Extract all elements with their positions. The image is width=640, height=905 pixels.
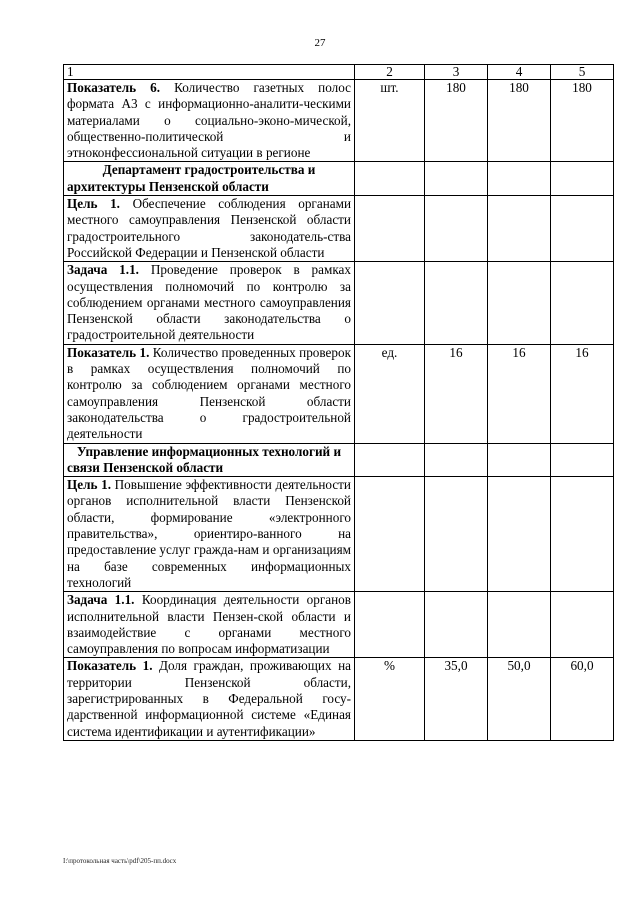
row-value-1 (425, 477, 488, 592)
row-value-3 (551, 196, 614, 262)
row-unit: шт. (355, 80, 425, 162)
row-text: Повышение эффективности деятельности органов исполнительной власти Пензенской области, формирование «электронного правительства», ориентиро-ванного на предоставление услуг гражда-нам и организациям на базе современных информационных технологий (67, 477, 351, 590)
row-value-3 (551, 162, 614, 196)
section-row (64, 443, 614, 477)
row-value-1 (425, 262, 488, 344)
row-unit (355, 443, 425, 477)
row-lead: Показатель 1. (67, 344, 150, 360)
row-description (64, 658, 355, 740)
row-value-2 (488, 262, 551, 344)
header-cell-3: 3 (425, 65, 488, 80)
table-row (64, 592, 614, 658)
row-value-3 (551, 262, 614, 344)
row-text: Проведение проверок в рамках осуществления полномочий по контролю за соблюдением органами местного самоуправления Пензенской области законодательства о градостроительной деятельности (67, 262, 351, 343)
row-description (64, 477, 355, 592)
file-path-footer: I:\протокольная часть\pdf\205-пп.docx (63, 857, 177, 865)
row-value-1 (425, 196, 488, 262)
table-header-row (64, 65, 614, 80)
row-unit: ед. (355, 344, 425, 443)
indicators-table (63, 64, 614, 741)
section-title: Департамент градостроительства и архитектуры Пензенской области (64, 162, 355, 196)
row-value-2: 180 (488, 80, 551, 162)
row-value-1 (425, 443, 488, 477)
table-row (64, 658, 614, 740)
header-cell-4: 4 (488, 65, 551, 80)
row-description (64, 196, 355, 262)
row-lead: Цель 1. (67, 477, 112, 493)
row-value-1 (425, 592, 488, 658)
row-unit (355, 592, 425, 658)
section-row (64, 162, 614, 196)
row-unit (355, 162, 425, 196)
row-lead: Задача 1.1. (67, 592, 135, 608)
row-unit (355, 262, 425, 344)
row-text: Доля граждан, проживающих на территории Пензенской области, зарегистрированных в Федеральной госу-дарственной информационной системе «Единая система идентификации и аутентификации» (67, 658, 351, 739)
row-value-3: 16 (551, 344, 614, 443)
row-text: Координация деятельности органов исполнительной власти Пензен-ской области и взаимодействие с органами местного самоуправления по вопросам информатизации (67, 592, 351, 657)
header-cell-2: 2 (355, 65, 425, 80)
row-lead: Задача 1.1. (67, 262, 139, 278)
table-row (64, 196, 614, 262)
row-value-2: 50,0 (488, 658, 551, 740)
row-value-3 (551, 477, 614, 592)
row-text: Количество проведенных проверок в рамках осуществления полномочий по контролю за соблюдением органами местного самоуправления Пензенской области законодательства о градостроительной деятельности (67, 344, 351, 442)
row-lead: Показатель 1. (67, 658, 153, 674)
header-cell-5: 5 (551, 65, 614, 80)
row-value-3 (551, 592, 614, 658)
row-lead: Показатель 6. (67, 80, 161, 95)
table-row (64, 262, 614, 344)
row-text: Обеспечение соблюдения органами местного самоуправления Пензенской области градостроительного законодатель-ства Российской Федерации и Пензенской области (67, 196, 352, 260)
row-value-3: 180 (551, 80, 614, 162)
row-value-2 (488, 477, 551, 592)
row-description (64, 344, 355, 443)
row-value-2 (488, 443, 551, 477)
section-title: Управление информационных технологий и связи Пензенской области (64, 443, 355, 477)
header-cell-1: 1 (64, 65, 355, 80)
row-value-1: 16 (425, 344, 488, 443)
row-value-3: 60,0 (551, 658, 614, 740)
row-value-2: 16 (488, 344, 551, 443)
row-lead: Цель 1. (67, 196, 120, 212)
row-value-2 (488, 162, 551, 196)
row-description (64, 592, 355, 658)
row-unit (355, 477, 425, 592)
row-unit: % (355, 658, 425, 740)
row-value-1 (425, 162, 488, 196)
row-value-1: 35,0 (425, 658, 488, 740)
row-value-1: 180 (425, 80, 488, 162)
row-text: Количество газетных полос формата А3 с информационно-аналити-ческими материалами о социально-эконо-мической, общественно-политической и этноконфессиональной ситуации в регионе (67, 80, 351, 161)
page-number: 27 (314, 37, 326, 49)
table-row (64, 344, 614, 443)
row-description (64, 262, 355, 344)
row-value-3 (551, 443, 614, 477)
table-row (64, 80, 614, 162)
table-row (64, 477, 614, 592)
row-unit (355, 196, 425, 262)
row-description (64, 80, 355, 162)
row-value-2 (488, 196, 551, 262)
row-value-2 (488, 592, 551, 658)
